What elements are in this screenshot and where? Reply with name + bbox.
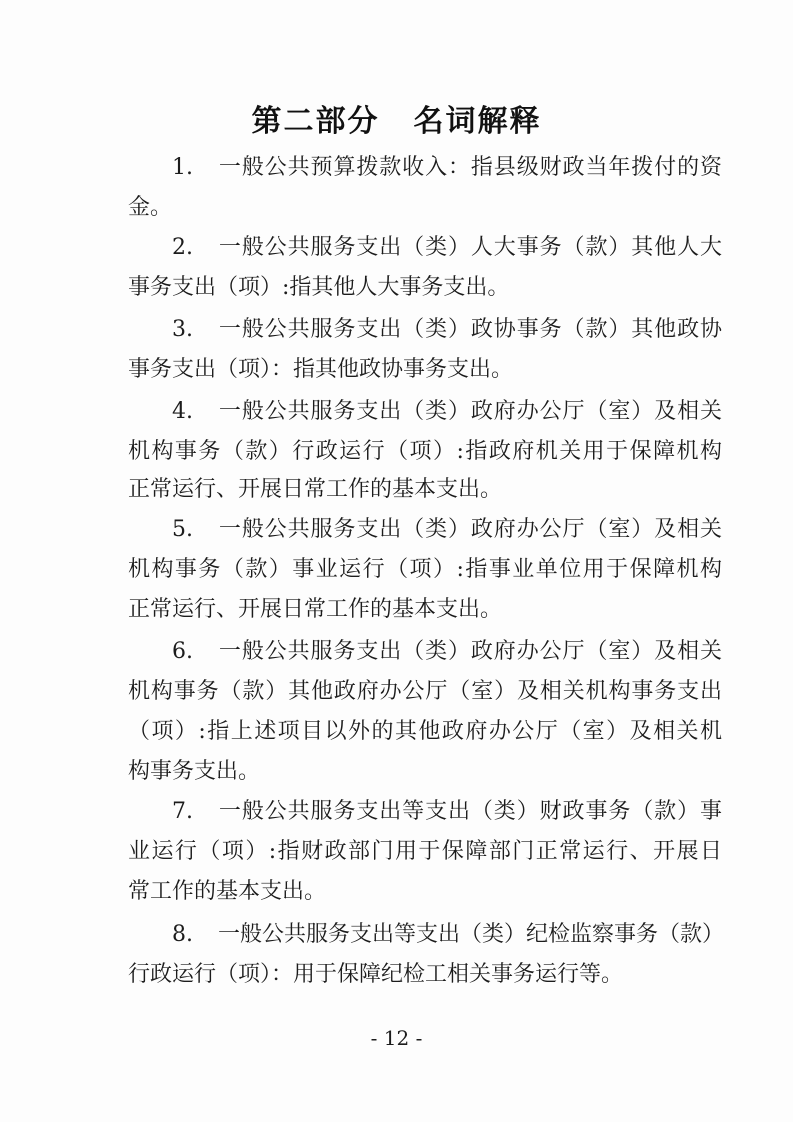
definition-7-line xyxy=(128,837,722,867)
definition-text: 一般公共服务支出（类）政府办公厅（室）及相关 xyxy=(218,399,722,424)
definition-7-line xyxy=(172,797,722,827)
definition-text: 一般公共预算拨款收入：指县级财政当年拨付的资 xyxy=(218,155,722,180)
definition-6-line xyxy=(128,717,722,747)
definition-4-line xyxy=(128,437,722,467)
definition-5-line xyxy=(172,515,722,545)
definition-text: 一般公共服务支出（类）政府办公厅（室）及相关 xyxy=(218,639,722,664)
definition-text: 金。 xyxy=(128,195,173,220)
definition-number: 5. xyxy=(172,517,193,542)
definition-1-line xyxy=(128,193,722,223)
title-name: 名词解释 xyxy=(413,104,542,139)
definition-text: 机构事务（款）其他政府办公厅（室）及相关机构事务支出 xyxy=(128,679,722,704)
definition-2-line xyxy=(172,233,722,263)
definition-1-line xyxy=(172,153,722,183)
definition-text: 机构事务（款）事业运行（项）:指事业单位用于保障机构 xyxy=(128,557,722,582)
definition-5-line xyxy=(128,555,722,585)
definition-number: 2. xyxy=(172,235,193,260)
definition-4-line xyxy=(172,397,722,427)
definition-3-line xyxy=(128,355,722,385)
definition-text: 正常运行、开展日常工作的基本支出。 xyxy=(128,477,503,502)
definition-text: 一般公共服务支出（类）人大事务（款）其他人大 xyxy=(218,235,722,260)
definition-4-line xyxy=(128,475,722,505)
definition-text: 一般公共服务支出（类）政协事务（款）其他政协 xyxy=(218,317,722,342)
definition-number: 7. xyxy=(172,799,193,824)
definition-8-line xyxy=(128,960,722,990)
definition-7-line xyxy=(128,877,722,907)
page-number: - 12 - xyxy=(370,1026,423,1050)
definition-8-line xyxy=(172,920,725,950)
definition-number: 3. xyxy=(172,317,193,342)
definition-6-line xyxy=(172,637,722,667)
definition-text: 事务支出（项）：指其他政协事务支出。 xyxy=(128,357,514,382)
definition-text: 机构事务（款）行政运行（项）:指政府机关用于保障机构 xyxy=(128,439,722,464)
definition-text: （项）:指上述项目以外的其他政府办公厅（室）及相关机 xyxy=(128,719,722,744)
definition-number: 6. xyxy=(172,639,193,664)
page-title xyxy=(0,96,793,140)
title-part: 第二部分 xyxy=(251,104,380,139)
definition-text: 构事务支出。 xyxy=(128,759,261,784)
definition-text: 一般公共服务支出等支出（类）纪检监察事务（款） xyxy=(218,922,725,947)
definition-5-line xyxy=(128,595,722,625)
definition-6-line xyxy=(128,677,722,707)
definition-text: 一般公共服务支出等支出（类）财政事务（款）事 xyxy=(218,799,722,824)
definition-text: 常工作的基本支出。 xyxy=(128,879,327,904)
definition-number: 1. xyxy=(172,155,193,180)
definition-text: 一般公共服务支出（类）政府办公厅（室）及相关 xyxy=(218,517,722,542)
definition-text: 事务支出（项）:指其他人大事务支出。 xyxy=(128,275,510,300)
definition-6-line xyxy=(128,757,722,787)
definition-text: 正常运行、开展日常工作的基本支出。 xyxy=(128,597,503,622)
definition-text: 业运行（项）:指财政部门用于保障部门正常运行、开展日 xyxy=(128,839,722,864)
definition-number: 4. xyxy=(172,399,193,424)
definition-2-line xyxy=(128,273,722,303)
definition-number: 8. xyxy=(172,922,193,947)
definition-3-line xyxy=(172,315,722,345)
definition-text: 行政运行（项）：用于保障纪检工相关事务运行等。 xyxy=(128,962,624,987)
